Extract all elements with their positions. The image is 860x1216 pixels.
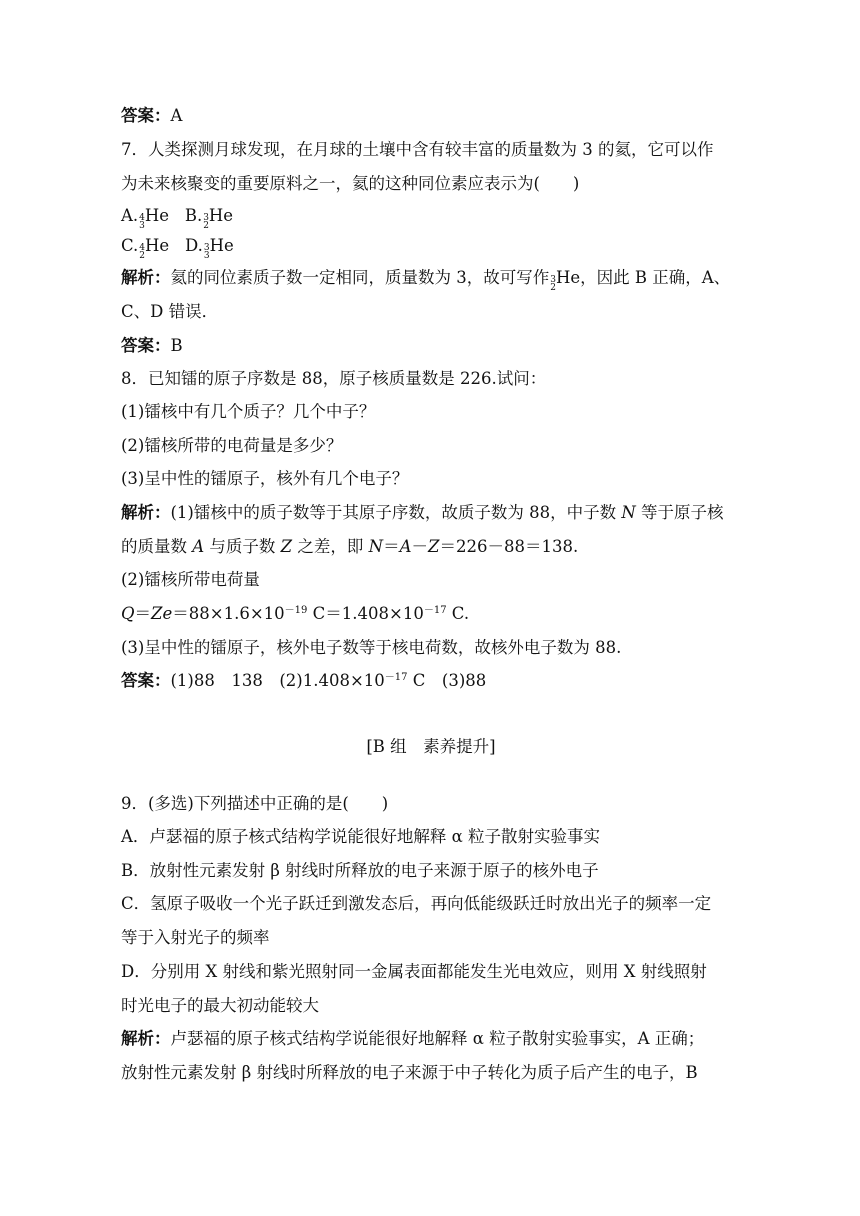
solution-label: 解析： [121,1029,171,1048]
q8-solution-text: 的质量数 [121,537,193,556]
q7-option-b-isotope: 3 2 [203,213,209,231]
equals-sign: ＝ [383,537,400,556]
solution-label: 解析： [121,268,171,287]
q8-stem: 8．已知镭的原子序数是 88，原子核质量数是 226.试问： [121,369,547,388]
q7-option-a-isotope: 4 3 [139,213,145,231]
q8-sub2: (2)镭核所带的电荷量是多少？ [121,436,343,455]
q8-solution-line2 [121,537,741,557]
variable-q: Q [121,604,135,623]
answer-6 [121,106,741,126]
q7-option-a-symbol: He [144,206,170,225]
q8-solution-line5: (3)呈中性的镭原子，核外电子数等于核电荷数，故核外电子数为 88. [121,638,622,657]
section-heading: [B 组 素养提升] [366,737,496,756]
variable-n: N [621,503,636,522]
equals-sign: ＝ [134,604,152,623]
answer-8 [121,671,741,691]
q7-solution-text-b: ，因此 B 正确，A、 [580,268,731,287]
q8-solution-text: 之差，即 [292,537,369,556]
variable-a: A [399,537,412,556]
q9-solution-line2: 放射性元素发射 β 射线时所释放的电子来源于中子转化为质子后产生的电子，B [121,1063,698,1082]
q7-solution-symbol: He [555,268,581,287]
q7-option-c-label: C. [121,236,139,255]
answer-value: C (3)88 [407,671,487,690]
q8-solution-text: 与质子数 [204,537,281,556]
q7-solution-isotope: 3 2 [550,275,556,293]
q8-solution-text: (1)镭核中的质子数等于其原子序数，故质子数为 88，中子数 [170,503,622,522]
q7-option-b-symbol: He [208,206,234,225]
q7-option-a-label: A. [121,206,139,225]
q8-solution-text: ＝88×1.6×10 [172,604,285,623]
q9-stem: 9．(多选)下列描述中正确的是( ) [121,794,389,813]
q7-options-cd [121,236,741,260]
q9-option-c-line1: C．氢原子吸收一个光子跃迁到激发态后，再向低能级跃迁时放出光子的频率一定 [121,894,712,913]
q8-solution-line1 [121,503,741,523]
variable-n: N [368,537,384,556]
q7-option-d-label: D. [184,236,203,255]
variable-z: Z [280,537,293,556]
solution-label: 解析： [121,503,171,522]
answer-label: 答案： [121,336,171,355]
q7-option-c-isotope: 4 2 [139,243,146,261]
q8-solution-text: C. [446,604,470,623]
answer-label: 答案： [121,106,171,125]
q8-solution-text: C＝1.408×10 [307,604,424,623]
q8-solution-text: 等于原子核 [635,503,724,522]
answer-value: A [170,106,183,125]
q9-option-b: B．放射性元素发射 β 射线时所释放的电子来源于原子的核外电子 [121,861,599,880]
q8-sub3: (3)呈中性的镭原子，核外有几个电子？ [121,469,409,488]
variable-a: A [192,537,205,556]
minus-sign: － [411,537,428,556]
q7-solution-line2: C、D 错误． [121,302,219,321]
q7-option-d-symbol: He [209,236,234,255]
q7-solution-line1 [121,268,741,292]
q8-solution-line3: (2)镭核所带电荷量 [121,570,260,589]
q8-solution-line4 [121,604,741,624]
q7-options-ab [121,206,741,230]
q9-solution-line1 [121,1029,741,1049]
q7-option-d-isotope: 3 3 [203,243,210,261]
q9-option-d-line1: D．分别用 X 射线和紫光照射同一金属表面都能发生光电效应，则用 X 射线照射 [121,962,707,981]
q9-solution-text: 卢瑟福的原子核式结构学说能很好地解释 α 粒子散射实验事实，A 正确； [170,1029,705,1048]
q7-solution-text-a: 氦的同位素质子数一定相同，质量数为 3，故可写作 [170,268,550,287]
q7-stem-line1: 7．人类探测月球发现，在月球的土壤中含有较丰富的质量数为 3 的氦，它可以作 [121,140,714,159]
answer-label: 答案： [121,671,171,690]
q9-option-c-line2: 等于入射光子的频率 [121,928,270,947]
variable-ze: Ze [151,604,173,623]
answer-value: (1)88 138 (2)1.408×10 [170,671,385,690]
q8-sub1: (1)镭核中有几个质子？几个中子？ [121,402,376,421]
q7-stem-line2: 为未来核聚变的重要原料之一，氦的这种同位素应表示为( ) [121,174,580,193]
variable-z: Z [428,537,440,556]
q7-option-c-symbol: He [145,236,170,255]
answer-value: B [170,336,183,355]
exponent: －19 [284,605,308,616]
exponent: －17 [423,605,447,616]
q7-option-b-label: B. [184,206,203,225]
answer-7 [121,336,741,356]
exponent: －17 [384,672,408,683]
q9-option-a: A．卢瑟福的原子核式结构学说能很好地解释 α 粒子散射实验事实 [121,827,601,846]
q8-solution-result: ＝226－88＝138. [439,537,579,556]
q9-option-d-line2: 时光电子的最大初动能较大 [121,996,319,1015]
